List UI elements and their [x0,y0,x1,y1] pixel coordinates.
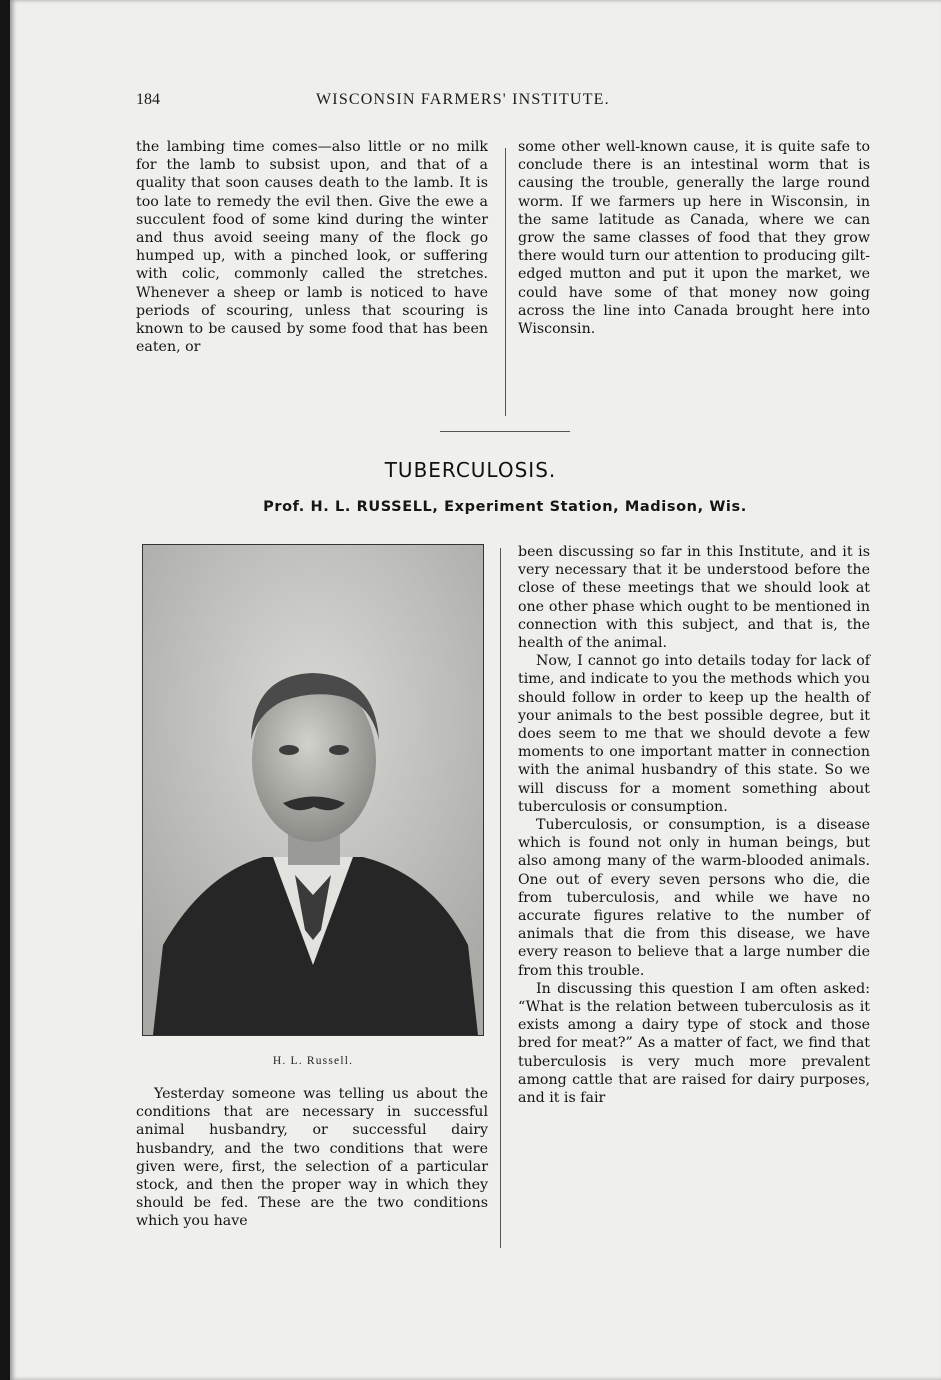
top-left-column [136,138,488,356]
article-left-column [136,1085,488,1231]
column-divider-bottom [500,548,501,1248]
top-right-column [518,138,870,338]
article-paragraph: Now, I cannot go into details today for lack of time, and indicate to you the methods which you should follow in order to keep up the health of your animals to the best possible degree, but it does seem to me that we should devote a few moments to one important matter in connection with the animal husbandry of this state. So we will discuss for a moment something about tuberculosis or consumption. [518,653,870,815]
photo-caption: H. L. Russell. [272,1055,354,1067]
article-paragraph: Tuberculosis, or consumption, is a disease which is found not only in human beings, but also among many of the warm-blooded animals. One out of every seven persons who die, die from tuberculosis, and while we have no accurate figures relative to the number of animals that die from this disease, we have every reason to believe that a large number die from this trouble. [518,817,870,979]
top-right-text: some other well-known cause, it is quite safe to conclude there is an intestinal worm that is causing the trouble, generally the large round worm. If we farmers up here in Wisconsin, in the same latitude as Canada, where we can grow the same classes of food that they grow there would turn our attention to producing gilt-edged mutton and put it upon the market, we could have some of that money now going across the line into Canada brought here into Wisconsin. [518,139,870,338]
article-paragraph: been discussing so far in this Institute, and it is very necessary that it be understood before the close of these meetings that we should look at one other phase which ought to be mentioned in connection with this subject, and that is, the health of the animal. [518,544,870,652]
portrait-photo [142,544,484,1036]
article-right-column [518,543,870,1107]
top-left-text: the lambing time comes—also little or no milk for the lamb to subsist upon, and that of a quality that soon causes death to the lamb. It is too late to remedy the evil then. Give the ewe a succulent food of some kind during the winter and thus avoid seeing many of the flock go humped up, with a pinched look, or suffering with colic, commonly called the stretches. Whenever a sheep or lamb is noticed to have periods of scouring, unless that scouring is known to be caused by some food that has been eaten, or [136,139,488,356]
column-divider-top [505,148,506,416]
book-gutter-edge [0,0,10,1380]
article-byline: Prof. H. L. RUSSELL, Experiment Station, Madison, Wis. [263,499,747,515]
article-title: TUBERCULOSIS. [384,458,557,482]
page-number: 184 [136,91,160,108]
article-paragraph: Yesterday someone was telling us about the conditions that are necessary in successful animal husbandry, or successful dairy husbandry, and the two conditions that were given were, first, the selection of a particular stock, and then the proper way in which they should be fed. These are the two conditions which you have [136,1086,488,1230]
running-title: WISCONSIN FARMERS' INSTITUTE. [316,91,610,108]
portrait-illustration [143,545,483,1035]
section-separator [440,431,570,432]
article-paragraph: In discussing this question I am often asked: “What is the relation between tuberculosis as it exists among a dairy type of stock and those bred for meat?” As a matter of fact, we find that tuberculosis is very much more prevalent among cattle that are raised for dairy purposes, and it is fair [518,980,870,1107]
